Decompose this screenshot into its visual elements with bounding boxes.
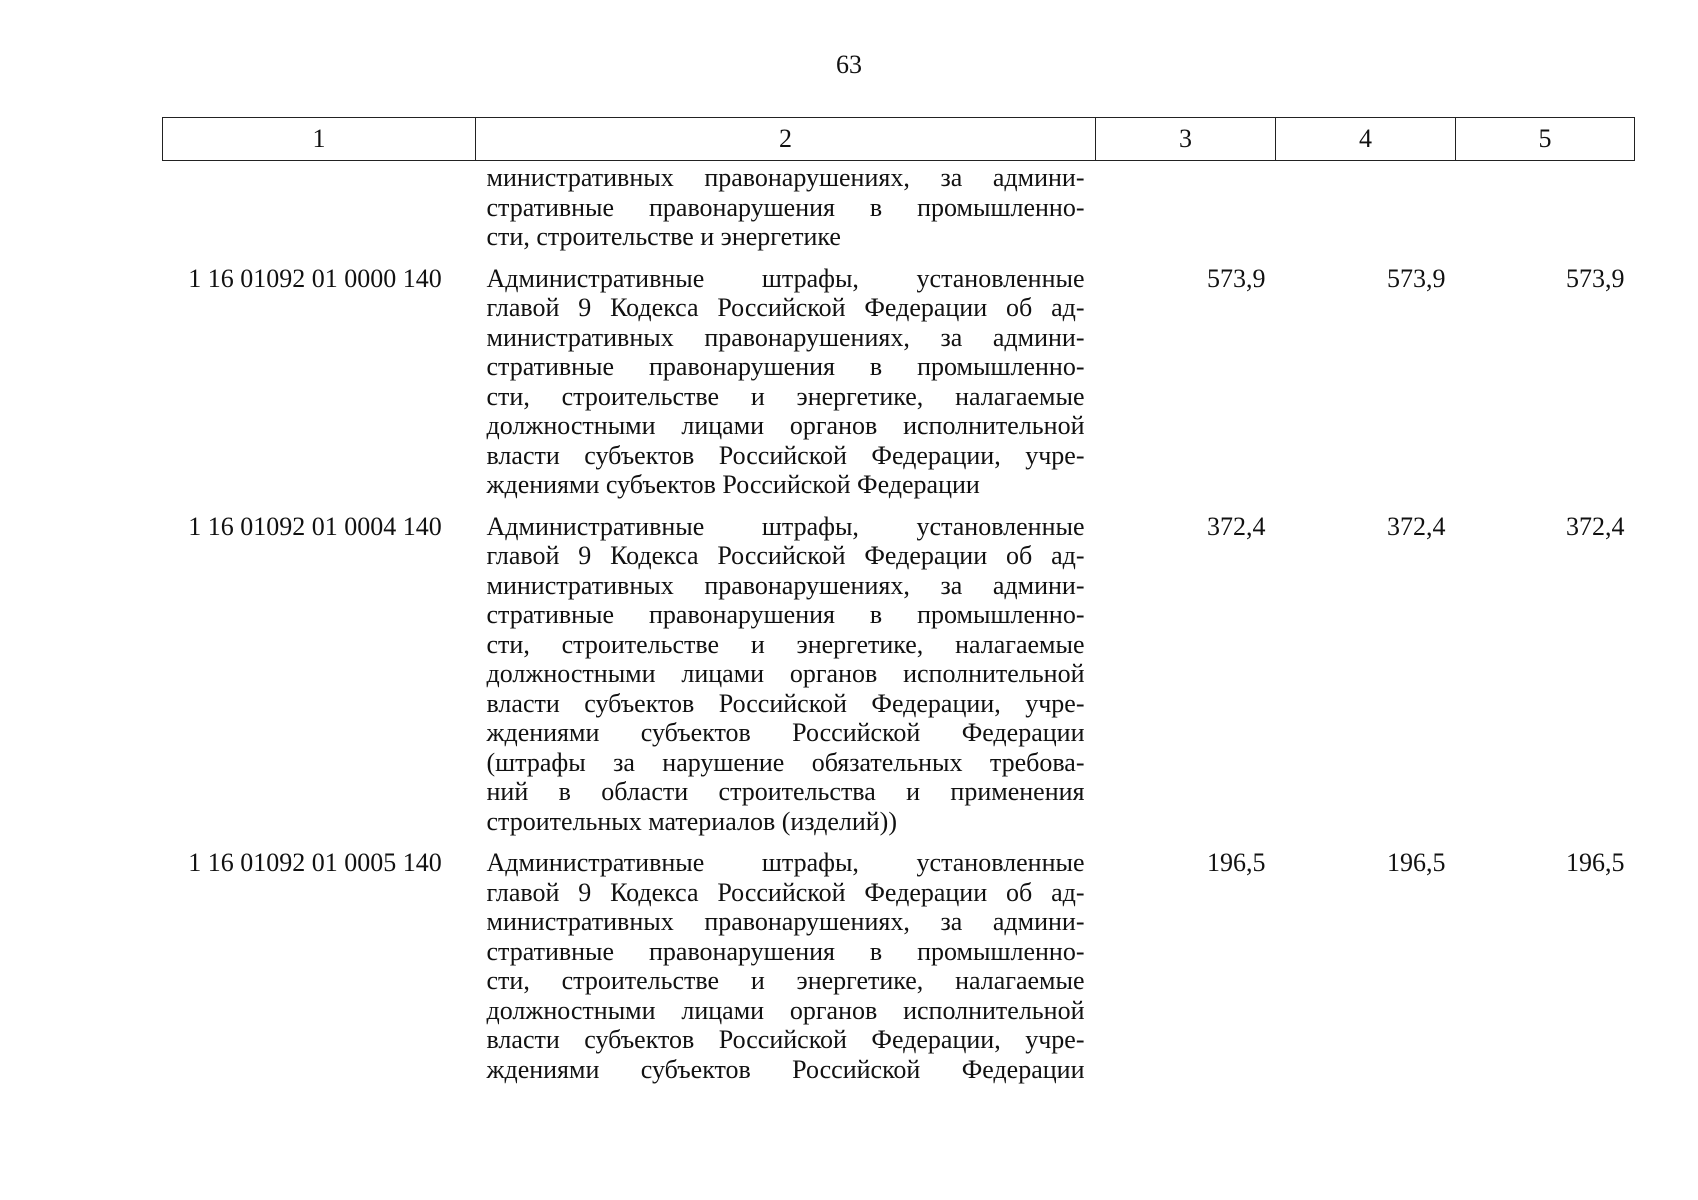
description-line: (штрафы за нарушение обязательных требова- (486, 747, 1085, 777)
row-value-col-5: 196,5 (1566, 848, 1625, 877)
row-value-col-3: 372,4 (1207, 511, 1266, 541)
row-value-col-5: 372,4 (1566, 511, 1625, 541)
description-line: министративных правонарушениях, за админи- (486, 322, 1085, 352)
description-line: Административные штрафы, установленные (486, 848, 1085, 877)
description-line: ждениями субъектов Российской Федерации (486, 470, 980, 499)
row-code: 1 16 01092 01 0000 140 (188, 263, 442, 293)
description-line: Административные штрафы, установленные (486, 263, 1085, 293)
header-col-4: 4 (1276, 118, 1456, 161)
row-description (476, 252, 1096, 500)
table-row (163, 252, 1635, 500)
row-description (476, 500, 1096, 837)
row-value-col-4: 196,5 (1387, 848, 1446, 877)
description-line: власти субъектов Российской Федерации, учре- (486, 688, 1085, 718)
budget-table (162, 117, 1635, 1084)
row-value-col-5: 573,9 (1566, 263, 1625, 293)
header-col-3: 3 (1096, 118, 1276, 161)
table-header (163, 118, 1635, 161)
row-value-col-4: 573,9 (1387, 263, 1446, 293)
header-col-1: 1 (163, 118, 476, 161)
table-row (163, 836, 1635, 1084)
row-code: 1 16 01092 01 0005 140 (188, 848, 442, 877)
row-description (476, 836, 1096, 1084)
description-line: главой 9 Кодекса Российской Федерации об ад- (486, 877, 1085, 907)
header-row (163, 118, 1635, 161)
header-col-5: 5 (1456, 118, 1635, 161)
description-line: сти, строительстве и энергетике, налагаемые (486, 629, 1085, 659)
description-line: главой 9 Кодекса Российской Федерации об ад- (486, 541, 1085, 570)
description-line: ний в области строительства и применения (486, 777, 1085, 806)
description-line: власти субъектов Российской Федерации, учре- (486, 1025, 1085, 1054)
description-line: ждениями субъектов Российской Федерации (486, 718, 1085, 747)
description-line: министративных правонарушениях, за админи- (486, 907, 1085, 936)
description-line: строительных материалов (изделий)) (486, 806, 897, 836)
description-line: министративных правонарушениях, за админи- (486, 163, 1085, 192)
description-line: должностными лицами органов исполнительной (486, 995, 1085, 1025)
description-line: власти субъектов Российской Федерации, учре- (486, 440, 1085, 470)
description-line: стративные правонарушения в промышленно- (486, 936, 1085, 966)
row-code: 1 16 01092 01 0004 140 (188, 511, 442, 541)
header-col-2: 2 (476, 118, 1096, 161)
description-line: должностными лицами органов исполнительной (486, 659, 1085, 688)
row-value-col-3: 573,9 (1207, 263, 1266, 293)
description-line: должностными лицами органов исполнительной (486, 411, 1085, 440)
description-line: стративные правонарушения в промышленно- (486, 192, 1085, 222)
continuation-description-cell (476, 161, 1096, 252)
table-row (163, 500, 1635, 837)
description-line: министративных правонарушениях, за админи- (486, 570, 1085, 600)
description-line: Административные штрафы, установленные (486, 511, 1085, 541)
description-line: ждениями субъектов Российской Федерации (486, 1054, 1085, 1084)
description-line: стративные правонарушения в промышленно- (486, 600, 1085, 629)
row-value-col-3: 196,5 (1207, 848, 1266, 877)
description-line: сти, строительстве и энергетике, налагаемые (486, 966, 1085, 995)
continuation-code-cell (163, 161, 476, 252)
row-value-col-4: 372,4 (1387, 511, 1446, 541)
description-line: главой 9 Кодекса Российской Федерации об ад- (486, 293, 1085, 322)
table-body (163, 161, 1635, 1085)
continuation-row (163, 161, 1635, 252)
description-line: сти, строительстве и энергетике (486, 222, 841, 251)
description-line: сти, строительстве и энергетике, налагаемые (486, 381, 1085, 411)
page-number: 63 (836, 50, 862, 79)
description-line: стративные правонарушения в промышленно- (486, 352, 1085, 381)
budget-table-container (162, 117, 1634, 1084)
